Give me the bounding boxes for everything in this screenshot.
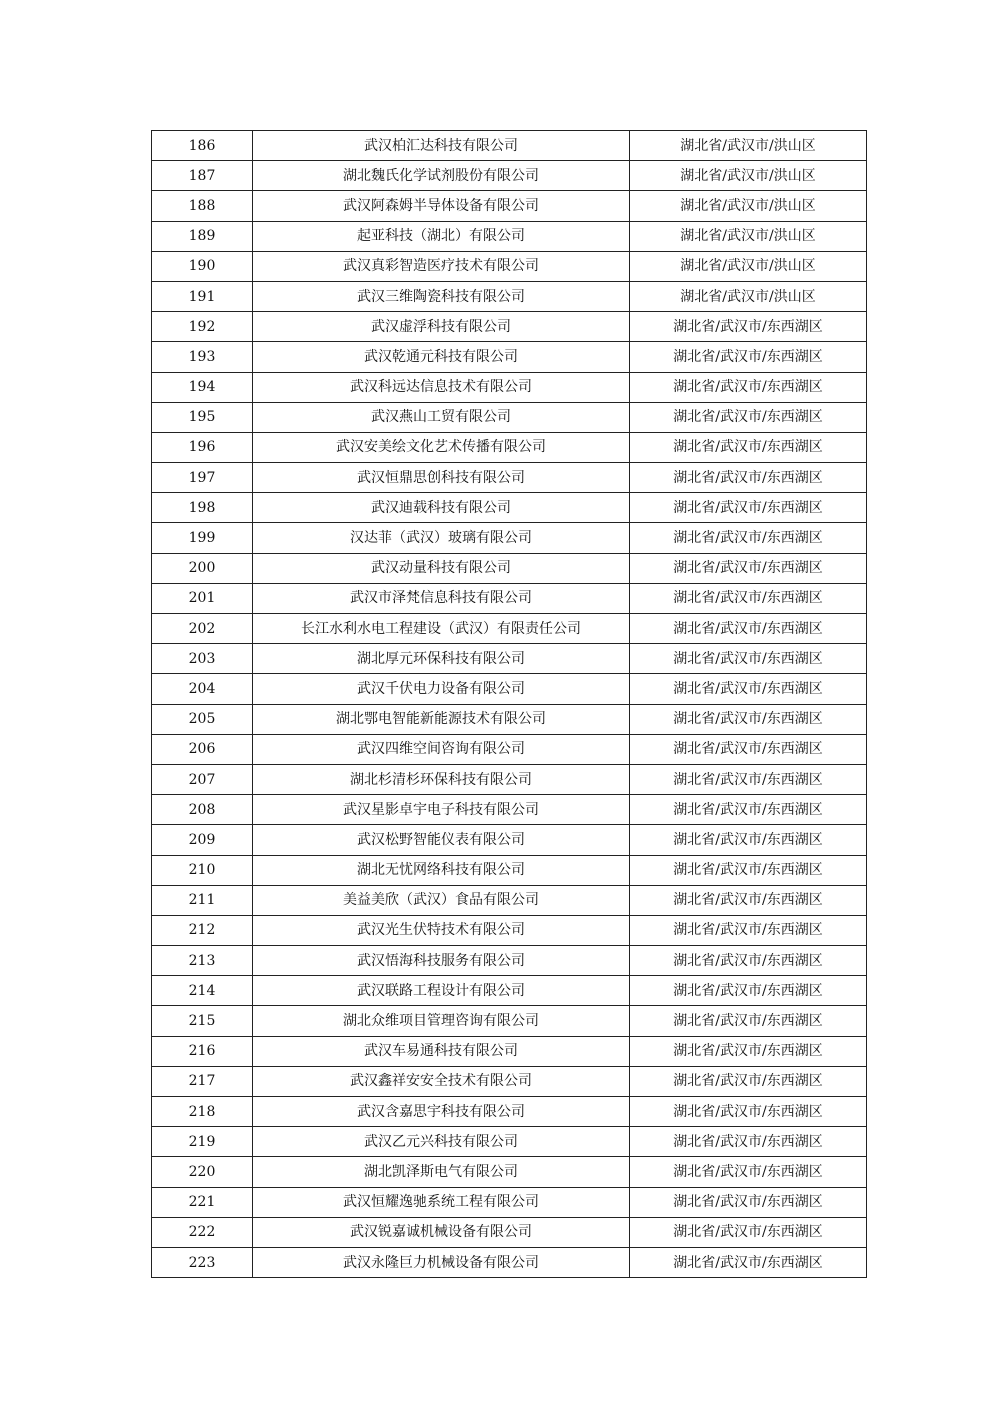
location-cell: 湖北省/武汉市/东西湖区 [630, 493, 867, 523]
table-row [152, 1066, 867, 1096]
row-number-cell: 208 [152, 795, 253, 825]
row-number-cell: 191 [152, 281, 253, 311]
row-number-cell: 215 [152, 1006, 253, 1036]
location-cell: 湖北省/武汉市/东西湖区 [630, 342, 867, 372]
row-number-cell: 218 [152, 1097, 253, 1127]
table-row [152, 161, 867, 191]
company-name-cell: 武汉车易通科技有限公司 [253, 1036, 630, 1066]
table-row [152, 1247, 867, 1277]
table-row [152, 734, 867, 764]
company-name-cell: 武汉迪载科技有限公司 [253, 493, 630, 523]
row-number-cell: 195 [152, 402, 253, 432]
location-cell: 湖北省/武汉市/东西湖区 [630, 372, 867, 402]
location-cell: 湖北省/武汉市/东西湖区 [630, 915, 867, 945]
table-row [152, 855, 867, 885]
table-row [152, 1187, 867, 1217]
location-cell: 湖北省/武汉市/东西湖区 [630, 1066, 867, 1096]
company-name-cell: 美益美欣（武汉）食品有限公司 [253, 885, 630, 915]
table-row [152, 191, 867, 221]
table-row [152, 614, 867, 644]
table-row [152, 644, 867, 674]
row-number-cell: 190 [152, 251, 253, 281]
company-name-cell: 武汉科远达信息技术有限公司 [253, 372, 630, 402]
location-cell: 湖北省/武汉市/洪山区 [630, 251, 867, 281]
location-cell: 湖北省/武汉市/洪山区 [630, 221, 867, 251]
row-number-cell: 201 [152, 583, 253, 613]
company-name-cell: 湖北众维项目管理咨询有限公司 [253, 1006, 630, 1036]
row-number-cell: 188 [152, 191, 253, 221]
row-number-cell: 204 [152, 674, 253, 704]
company-name-cell: 武汉悟海科技服务有限公司 [253, 946, 630, 976]
location-cell: 湖北省/武汉市/东西湖区 [630, 644, 867, 674]
row-number-cell: 194 [152, 372, 253, 402]
table-row [152, 342, 867, 372]
table-row [152, 131, 867, 161]
company-name-cell: 武汉星影卓宇电子科技有限公司 [253, 795, 630, 825]
location-cell: 湖北省/武汉市/洪山区 [630, 161, 867, 191]
row-number-cell: 203 [152, 644, 253, 674]
location-cell: 湖北省/武汉市/东西湖区 [630, 946, 867, 976]
row-number-cell: 187 [152, 161, 253, 191]
location-cell: 湖北省/武汉市/东西湖区 [630, 1127, 867, 1157]
company-name-cell: 武汉联路工程设计有限公司 [253, 976, 630, 1006]
company-name-cell: 武汉乙元兴科技有限公司 [253, 1127, 630, 1157]
row-number-cell: 202 [152, 614, 253, 644]
company-name-cell: 武汉虚浮科技有限公司 [253, 312, 630, 342]
location-cell: 湖北省/武汉市/东西湖区 [630, 1217, 867, 1247]
location-cell: 湖北省/武汉市/洪山区 [630, 131, 867, 161]
table-row [152, 523, 867, 553]
company-name-cell: 武汉市泽梵信息科技有限公司 [253, 583, 630, 613]
location-cell: 湖北省/武汉市/东西湖区 [630, 583, 867, 613]
location-cell: 湖北省/武汉市/东西湖区 [630, 312, 867, 342]
table-row [152, 674, 867, 704]
location-cell: 湖北省/武汉市/东西湖区 [630, 825, 867, 855]
company-name-cell: 武汉含嘉思宇科技有限公司 [253, 1097, 630, 1127]
company-name-cell: 武汉恒耀逸驰系统工程有限公司 [253, 1187, 630, 1217]
location-cell: 湖北省/武汉市/洪山区 [630, 191, 867, 221]
company-name-cell: 长江水利水电工程建设（武汉）有限责任公司 [253, 614, 630, 644]
table-row [152, 553, 867, 583]
row-number-cell: 214 [152, 976, 253, 1006]
table-row [152, 493, 867, 523]
company-name-cell: 湖北厚元环保科技有限公司 [253, 644, 630, 674]
location-cell: 湖北省/武汉市/东西湖区 [630, 674, 867, 704]
row-number-cell: 220 [152, 1157, 253, 1187]
company-name-cell: 起亚科技（湖北）有限公司 [253, 221, 630, 251]
table-row [152, 1006, 867, 1036]
table-row [152, 764, 867, 794]
table-row [152, 825, 867, 855]
location-cell: 湖北省/武汉市/东西湖区 [630, 734, 867, 764]
row-number-cell: 219 [152, 1127, 253, 1157]
company-name-cell: 湖北杉清杉环保科技有限公司 [253, 764, 630, 794]
location-cell: 湖北省/武汉市/东西湖区 [630, 795, 867, 825]
company-name-cell: 湖北无忧网络科技有限公司 [253, 855, 630, 885]
table-body [152, 131, 867, 1278]
company-name-cell: 湖北魏氏化学试剂股份有限公司 [253, 161, 630, 191]
row-number-cell: 196 [152, 432, 253, 462]
table-row [152, 915, 867, 945]
row-number-cell: 193 [152, 342, 253, 372]
row-number-cell: 213 [152, 946, 253, 976]
location-cell: 湖北省/武汉市/洪山区 [630, 281, 867, 311]
location-cell: 湖北省/武汉市/东西湖区 [630, 1187, 867, 1217]
location-cell: 湖北省/武汉市/东西湖区 [630, 432, 867, 462]
company-name-cell: 湖北凯泽斯电气有限公司 [253, 1157, 630, 1187]
table-row [152, 1127, 867, 1157]
company-name-cell: 武汉光生伏特技术有限公司 [253, 915, 630, 945]
table-row [152, 1157, 867, 1187]
row-number-cell: 186 [152, 131, 253, 161]
company-name-cell: 武汉动量科技有限公司 [253, 553, 630, 583]
table-row [152, 885, 867, 915]
row-number-cell: 211 [152, 885, 253, 915]
table-row [152, 372, 867, 402]
company-list-table [151, 130, 867, 1278]
company-name-cell: 武汉千伏电力设备有限公司 [253, 674, 630, 704]
company-name-cell: 武汉永隆巨力机械设备有限公司 [253, 1247, 630, 1277]
row-number-cell: 212 [152, 915, 253, 945]
table-row [152, 221, 867, 251]
company-name-cell: 湖北鄂电智能新能源技术有限公司 [253, 704, 630, 734]
table-row [152, 976, 867, 1006]
location-cell: 湖北省/武汉市/东西湖区 [630, 402, 867, 432]
location-cell: 湖北省/武汉市/东西湖区 [630, 1157, 867, 1187]
table-row [152, 432, 867, 462]
table-row [152, 251, 867, 281]
company-name-cell: 武汉松野智能仪表有限公司 [253, 825, 630, 855]
table-row [152, 1217, 867, 1247]
table-row [152, 1036, 867, 1066]
company-name-cell: 武汉三维陶瓷科技有限公司 [253, 281, 630, 311]
company-name-cell: 武汉四维空间咨询有限公司 [253, 734, 630, 764]
table-row [152, 795, 867, 825]
table-row [152, 312, 867, 342]
company-name-cell: 武汉柏汇达科技有限公司 [253, 131, 630, 161]
row-number-cell: 217 [152, 1066, 253, 1096]
row-number-cell: 198 [152, 493, 253, 523]
company-name-cell: 武汉阿森姆半导体设备有限公司 [253, 191, 630, 221]
row-number-cell: 192 [152, 312, 253, 342]
row-number-cell: 221 [152, 1187, 253, 1217]
row-number-cell: 216 [152, 1036, 253, 1066]
location-cell: 湖北省/武汉市/东西湖区 [630, 976, 867, 1006]
location-cell: 湖北省/武汉市/东西湖区 [630, 1006, 867, 1036]
company-name-cell: 武汉鑫祥安安全技术有限公司 [253, 1066, 630, 1096]
company-name-cell: 武汉燕山工贸有限公司 [253, 402, 630, 432]
table-row [152, 583, 867, 613]
location-cell: 湖北省/武汉市/东西湖区 [630, 1036, 867, 1066]
table-row [152, 1097, 867, 1127]
table-row [152, 463, 867, 493]
row-number-cell: 205 [152, 704, 253, 734]
row-number-cell: 209 [152, 825, 253, 855]
location-cell: 湖北省/武汉市/东西湖区 [630, 885, 867, 915]
company-name-cell: 武汉安美绘文化艺术传播有限公司 [253, 432, 630, 462]
table-row [152, 704, 867, 734]
company-name-cell: 武汉恒鼎思创科技有限公司 [253, 463, 630, 493]
company-name-cell: 武汉锐嘉诚机械设备有限公司 [253, 1217, 630, 1247]
location-cell: 湖北省/武汉市/东西湖区 [630, 764, 867, 794]
row-number-cell: 189 [152, 221, 253, 251]
row-number-cell: 222 [152, 1217, 253, 1247]
location-cell: 湖北省/武汉市/东西湖区 [630, 463, 867, 493]
row-number-cell: 210 [152, 855, 253, 885]
company-name-cell: 汉达菲（武汉）玻璃有限公司 [253, 523, 630, 553]
row-number-cell: 200 [152, 553, 253, 583]
row-number-cell: 223 [152, 1247, 253, 1277]
location-cell: 湖北省/武汉市/东西湖区 [630, 553, 867, 583]
location-cell: 湖北省/武汉市/东西湖区 [630, 614, 867, 644]
row-number-cell: 199 [152, 523, 253, 553]
location-cell: 湖北省/武汉市/东西湖区 [630, 1097, 867, 1127]
company-name-cell: 武汉真彩智造医疗技术有限公司 [253, 251, 630, 281]
location-cell: 湖北省/武汉市/东西湖区 [630, 523, 867, 553]
location-cell: 湖北省/武汉市/东西湖区 [630, 855, 867, 885]
row-number-cell: 207 [152, 764, 253, 794]
table-row [152, 281, 867, 311]
table-row [152, 946, 867, 976]
company-name-cell: 武汉乾通元科技有限公司 [253, 342, 630, 372]
table-row [152, 402, 867, 432]
row-number-cell: 197 [152, 463, 253, 493]
location-cell: 湖北省/武汉市/东西湖区 [630, 1247, 867, 1277]
row-number-cell: 206 [152, 734, 253, 764]
location-cell: 湖北省/武汉市/东西湖区 [630, 704, 867, 734]
